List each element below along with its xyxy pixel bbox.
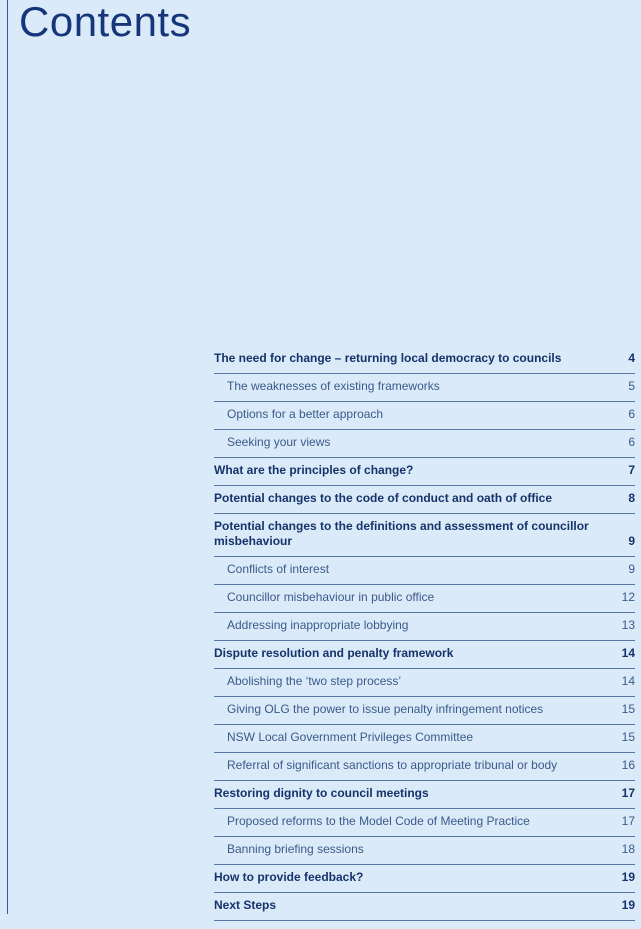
toc-entry-sub[interactable] bbox=[214, 725, 635, 753]
toc-page-number: 17 bbox=[621, 786, 635, 800]
toc-entry-label: Banning briefing sessions bbox=[227, 842, 364, 856]
toc-entry-label: Potential changes to the code of conduct and oath of office bbox=[214, 491, 553, 505]
toc-entry-sub[interactable] bbox=[214, 374, 635, 402]
margin-rule bbox=[7, 0, 8, 914]
toc-entry-main[interactable] bbox=[214, 346, 635, 374]
toc-entry-label: Addressing inappropriate lobbying bbox=[227, 618, 409, 632]
toc-entry-label: Options for a better approach bbox=[227, 407, 384, 421]
toc-entry-main[interactable] bbox=[214, 514, 635, 557]
toc-page-number: 6 bbox=[628, 407, 635, 421]
toc-page-number: 7 bbox=[628, 463, 635, 477]
toc-entry-sub[interactable] bbox=[214, 585, 635, 613]
toc-entry-label: Proposed reforms to the Model Code of Meeting Practice bbox=[227, 814, 530, 828]
toc-entry-main[interactable] bbox=[214, 458, 635, 486]
toc-entry-main[interactable] bbox=[214, 486, 635, 514]
toc-page-number: 18 bbox=[621, 842, 635, 856]
toc-entry-sub[interactable] bbox=[214, 557, 635, 585]
toc-entry-label: Seeking your views bbox=[227, 435, 331, 449]
toc-page-number: 16 bbox=[621, 758, 635, 772]
toc-entry-label: The weaknesses of existing frameworks bbox=[227, 379, 440, 393]
toc-entry-sub[interactable] bbox=[214, 753, 635, 781]
toc-page-number: 15 bbox=[621, 730, 635, 744]
toc-entry-label: Next Steps bbox=[214, 898, 277, 912]
toc-page-number: 12 bbox=[621, 590, 635, 604]
toc-entry-sub[interactable] bbox=[214, 402, 635, 430]
toc-page-number: 17 bbox=[621, 814, 635, 828]
toc-entry-label: Abolishing the ‘two step process’ bbox=[227, 674, 402, 688]
page-title: Contents bbox=[19, 0, 192, 45]
toc-page-number: 13 bbox=[621, 618, 635, 632]
toc-entry-label: Councillor misbehaviour in public office bbox=[227, 590, 435, 604]
toc-entry-label: Giving OLG the power to issue penalty infringement notices bbox=[227, 702, 544, 716]
toc-entry-label: Referral of significant sanctions to appropriate tribunal or body bbox=[227, 758, 558, 772]
toc-entry-sub[interactable] bbox=[214, 697, 635, 725]
toc-entry-label: How to provide feedback? bbox=[214, 870, 364, 884]
toc-page-number: 9 bbox=[628, 534, 635, 548]
toc-entry-sub[interactable] bbox=[214, 613, 635, 641]
toc-entry-label: Conflicts of interest bbox=[227, 562, 330, 576]
toc-entry-label: Restoring dignity to council meetings bbox=[214, 786, 429, 800]
toc-page-number: 6 bbox=[628, 435, 635, 449]
toc-entry-label: What are the principles of change? bbox=[214, 463, 414, 477]
toc-page-number: 19 bbox=[621, 870, 635, 884]
toc-entry-label: Dispute resolution and penalty framework bbox=[214, 646, 454, 660]
toc-entry-sub[interactable] bbox=[214, 809, 635, 837]
table-of-contents bbox=[214, 346, 635, 921]
toc-entry-sub[interactable] bbox=[214, 430, 635, 458]
toc-entry-main[interactable] bbox=[214, 641, 635, 669]
toc-entry-label: Potential changes to the definitions and assessment of councillor misbehaviour bbox=[214, 519, 589, 548]
toc-entry-sub[interactable] bbox=[214, 837, 635, 865]
toc-entry-label: The need for change – returning local democracy to councils bbox=[214, 351, 562, 365]
toc-entry-main[interactable] bbox=[214, 781, 635, 809]
toc-page-number: 14 bbox=[621, 674, 635, 688]
toc-page-number: 8 bbox=[628, 491, 635, 505]
toc-entry-main[interactable] bbox=[214, 893, 635, 921]
toc-page-number: 4 bbox=[628, 351, 635, 365]
toc-page-number: 14 bbox=[621, 646, 635, 660]
toc-page-number: 19 bbox=[621, 898, 635, 912]
toc-entry-main[interactable] bbox=[214, 865, 635, 893]
toc-page-number: 5 bbox=[628, 379, 635, 393]
toc-entry-label: NSW Local Government Privileges Committee bbox=[227, 730, 474, 744]
toc-page-number: 15 bbox=[621, 702, 635, 716]
toc-page-number: 9 bbox=[628, 562, 635, 576]
toc-entry-sub[interactable] bbox=[214, 669, 635, 697]
